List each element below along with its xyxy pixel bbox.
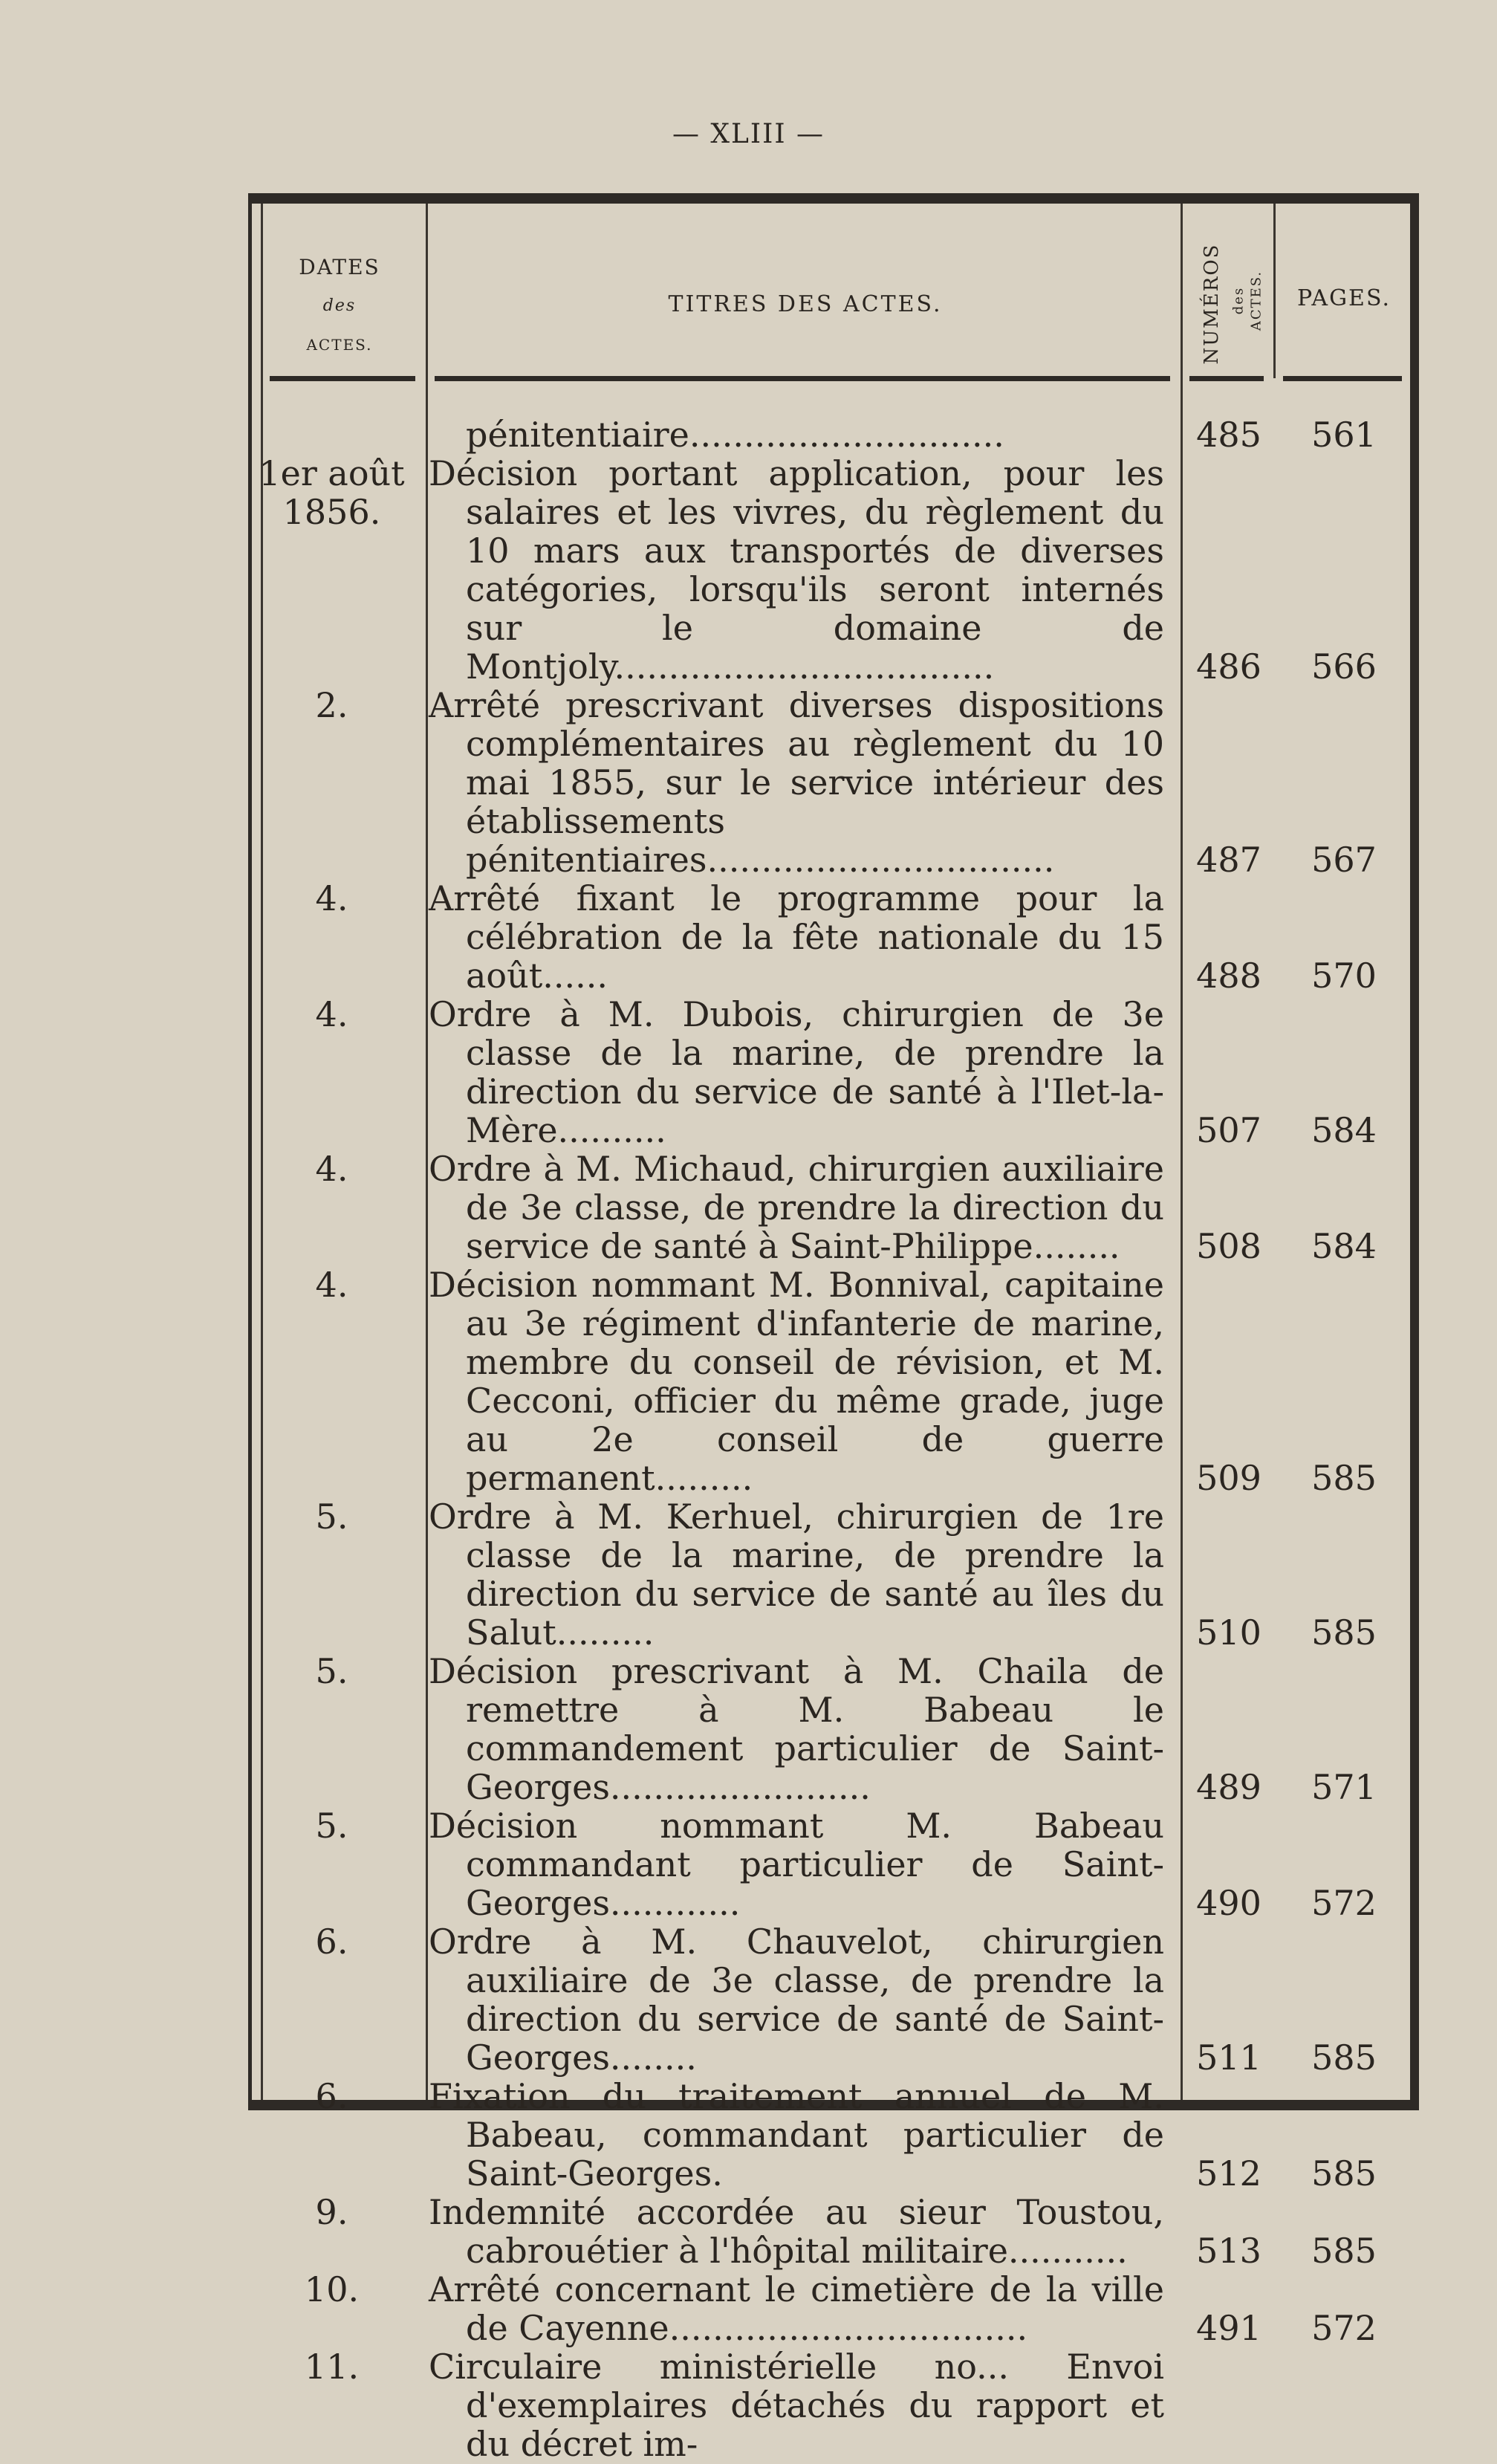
act-number: 488 [1196, 956, 1261, 996]
header-titles: TITRES DES ACTES. [668, 291, 943, 317]
act-page: 572 [1311, 2308, 1377, 2348]
header-pages: PAGES. [1297, 285, 1391, 311]
header-numeros [1182, 233, 1264, 382]
page-number: — XLIII — [672, 119, 825, 149]
act-title: Arrêté fixant le programme pour la célébration de la fête nationale du 15 août...... [429, 878, 1164, 996]
act-date: 1er août 1856. [259, 453, 405, 532]
act-title: Indemnité accordée au sieur Toustou, cabrouétier à l'hôpital militaire........... [429, 2192, 1164, 2271]
act-number: 507 [1196, 1110, 1261, 1150]
header-rule [435, 376, 1170, 381]
act-date: 4. [315, 1265, 348, 1305]
act-date: 5. [315, 1497, 348, 1537]
act-number: 489 [1196, 1767, 1261, 1807]
act-number: 512 [1196, 2153, 1261, 2194]
header-rule [270, 376, 415, 381]
table-row [252, 995, 1411, 1150]
table-row [252, 686, 1411, 879]
act-title: Arrêté concernant le cimetière de la ville de Cayenne................................. [429, 2269, 1164, 2348]
header-rule [1189, 376, 1264, 381]
act-number: 510 [1196, 1612, 1261, 1653]
table-row [252, 1806, 1411, 1922]
table-row [252, 1265, 1411, 1497]
table-row [252, 1150, 1411, 1265]
act-date: 10. [304, 2269, 360, 2309]
act-date: 5. [315, 1806, 348, 1846]
table-row [252, 1497, 1411, 1652]
act-title: Ordre à M. Dubois, chirurgien de 3e classe de la marine, de prendre la direction du service de santé à l'Ilet-la-Mère.......... [429, 994, 1164, 1150]
act-date: 4. [315, 994, 348, 1034]
table-row [252, 1652, 1411, 1806]
table-row [252, 415, 1411, 454]
act-page: 566 [1311, 646, 1377, 687]
act-page: 571 [1311, 1767, 1377, 1807]
act-date: 4. [315, 878, 348, 918]
table-row [252, 1922, 1411, 2077]
table-row [252, 2347, 1411, 2463]
act-number: 511 [1196, 2037, 1261, 2078]
act-title: Décision nommant M. Bonnival, capitaine au 3e régiment d'infanterie de marine, membre du conseil de révision, et M. Cecconi, officier du même grade, juge au 2e conseil de guerre permanent......... [429, 1265, 1164, 1498]
table-row [252, 2193, 1411, 2270]
acts-rows [252, 415, 1411, 2463]
act-number: 509 [1196, 1458, 1261, 1498]
table-row [252, 454, 1411, 686]
header-dates-line3: ACTES. [306, 336, 373, 354]
act-date: 2. [315, 685, 348, 725]
act-date: 6. [315, 1922, 348, 1962]
table-row [252, 2270, 1411, 2347]
act-number: 486 [1196, 646, 1261, 687]
act-date: 6. [315, 2076, 348, 2116]
act-title: pénitentiaire............................. [466, 415, 1004, 455]
header-numeros-line2: des [1230, 286, 1247, 315]
act-title: Arrêté prescrivant diverses dispositions complémentaires au règlement du 10 mai 1855, sur le service intérieur des établissements pénitentiaires................................ [429, 685, 1164, 880]
act-number: 491 [1196, 2308, 1261, 2348]
act-page: 585 [1311, 2037, 1377, 2078]
act-title: Décision portant application, pour les salaires et les vivres, du règlement du 10 mars aux transportés de diverses catégories, lorsqu'ils seront internés sur le domaine de Montjoly................................... [429, 453, 1164, 687]
table-row [252, 2077, 1411, 2193]
act-page: 567 [1311, 840, 1377, 880]
act-date: 9. [315, 2192, 348, 2232]
act-page: 561 [1311, 415, 1377, 455]
act-number: 508 [1196, 1226, 1261, 1266]
header-rule [1283, 376, 1402, 381]
header-dates-line1: DATES [299, 255, 380, 279]
column-divider [1273, 204, 1276, 378]
act-page: 584 [1311, 1226, 1377, 1266]
act-number: 485 [1196, 415, 1261, 455]
act-page: 585 [1311, 2231, 1377, 2271]
act-date: 11. [304, 2347, 360, 2387]
act-page: 585 [1311, 1458, 1377, 1498]
act-number: 490 [1196, 1883, 1261, 1923]
header-dates-line2: des [322, 296, 357, 315]
act-page: 584 [1311, 1110, 1377, 1150]
acts-table [248, 193, 1419, 2464]
act-title: Décision prescrivant à M. Chaila de remettre à M. Babeau le commandement particulier de Saint-Georges........................ [429, 1651, 1164, 1807]
header-numeros-line1: NUMÉROS [1201, 243, 1223, 365]
act-page: 572 [1311, 1883, 1377, 1923]
act-title: Ordre à M. Chauvelot, chirurgien auxiliaire de 3e classe, de prendre la direction du service de santé de Saint-Georges........ [429, 1922, 1164, 2078]
act-number: 487 [1196, 840, 1261, 880]
act-title: Fixation du traitement annuel de M. Babeau, commandant particulier de Saint-Georges. [429, 2076, 1164, 2194]
act-page: 570 [1311, 956, 1377, 996]
header-dates [273, 248, 406, 364]
act-page: 585 [1311, 1612, 1377, 1653]
table-row [252, 879, 1411, 995]
act-date: 5. [315, 1651, 348, 1691]
header-numeros-line3: ACTES. [1248, 270, 1264, 331]
act-title: Circulaire ministérielle no... Envoi d'exemplaires détachés du rapport et du décret im- [429, 2347, 1164, 2464]
act-page: 585 [1311, 2153, 1377, 2194]
act-date: 4. [315, 1149, 348, 1189]
act-title: Ordre à M. Michaud, chirurgien auxiliaire de 3e classe, de prendre la direction du service de santé à Saint-Philippe........ [429, 1149, 1164, 1266]
act-title: Décision nommant M. Babeau commandant particulier de Saint-Georges............ [429, 1806, 1164, 1923]
act-title: Ordre à M. Kerhuel, chirurgien de 1re classe de la marine, de prendre la direction du service de santé au îles du Salut......... [429, 1497, 1164, 1653]
act-number: 513 [1196, 2231, 1261, 2271]
